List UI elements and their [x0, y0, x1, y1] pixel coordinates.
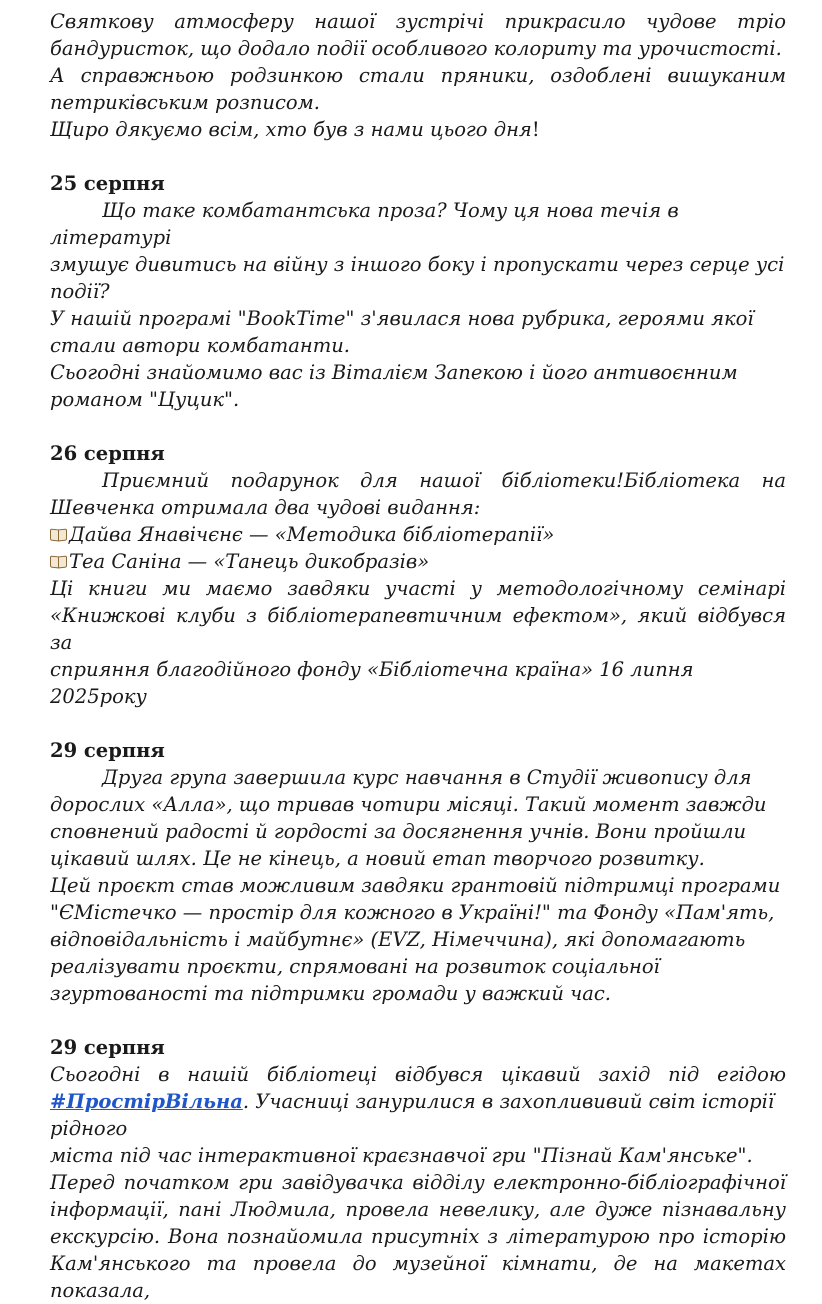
intro-line: [50, 116, 786, 143]
paragraph-line: міста під час інтерактивної краєзнавчої гри "Пізнай Кам'янське".: [50, 1144, 753, 1167]
paragraph-line: Що таке комбатантська проза? Чому ця нова течія в літературі: [50, 199, 679, 249]
section-date: 29 серпня: [50, 1036, 165, 1059]
paragraph-line: відповідальність і майбутнє» (EVZ, Німеччина), які допомагають: [50, 928, 746, 951]
paragraph-line: реалізувати проєкти, спрямовані на розвиток соціальної: [50, 955, 660, 978]
open-book-icon: [50, 556, 67, 568]
paragraph-line: Сьогодні знайомимо вас із Віталієм Запекою і його антивоєнним: [50, 361, 738, 384]
paragraph-line: Перед початком гри завідувачка відділу електронно-бібліографічної: [50, 1171, 786, 1194]
paragraph-line: змушує дивитись на війну з іншого боку і пропускати через серце усі: [50, 253, 785, 276]
paragraph-line: стали автори комбатанти.: [50, 334, 350, 357]
paragraph-line: події?: [50, 280, 110, 303]
book-line: [50, 548, 786, 575]
intro-line: бандуристок, що додало події особливого колориту та урочистості.: [50, 37, 782, 60]
paragraph-line: Шевченка отримала два чудові видання:: [50, 496, 481, 519]
intro-line: Святкову атмосферу нашої зустрічі прикрасило чудове тріо: [50, 10, 786, 33]
section-date: 29 серпня: [50, 739, 165, 762]
paragraph-line: цікавий шлях. Це не кінець, а новий етап творчого розвитку.: [50, 847, 705, 870]
book-title: Дайва Янавічєнє — «Методика бібліотерапії»: [69, 523, 555, 546]
paragraph-line: Сьогодні в нашій бібліотеці відбувся цікавий захід під егідою: [50, 1063, 786, 1086]
paragraph-line: "ЄМістечко — простір для кожного в Україні!" та Фонду «Пам'ять,: [50, 901, 775, 924]
paragraph-line: Приємний подарунок для нашої бібліотеки!Бібліотека на: [102, 469, 786, 492]
paragraph-line: згуртованості та підтримки громади у важкий час.: [50, 982, 611, 1005]
paragraph-line: екскурсію. Вона познайомила присутніх з літературою про історію: [50, 1225, 786, 1248]
paragraph-line: інформації, пані Людмила, провела невелику, але дуже пізнавальну: [50, 1198, 786, 1221]
paragraph-line: Кам'янського та провела до музейної кімнати, де на макетах показала,: [50, 1252, 786, 1302]
intro-line: петриківським розписом.: [50, 91, 320, 114]
intro-exclamation: !: [531, 118, 540, 141]
paragraph-line: сповнений радості й гордості за досягнення учнів. Вони пройшли: [50, 820, 747, 843]
open-book-icon: [50, 529, 67, 541]
paragraph-line: сприяння благодійного фонду «Бібліотечна країна» 16 липня 2025року: [50, 658, 694, 708]
paragraph-line: «Книжкові клуби з бібліотерапевтичним ефектом», який відбувся за: [50, 604, 786, 654]
book-title: Теа Саніна — «Танець дикобразів»: [69, 550, 430, 573]
book-line: [50, 521, 786, 548]
section-date: 25 серпня: [50, 172, 165, 195]
hashtag-link[interactable]: #ПростірВільна: [50, 1090, 243, 1113]
paragraph-line: [50, 1088, 786, 1142]
paragraph-line: У нашій програмі "BookTime" з'явилася нова рубрика, героями якої: [50, 307, 754, 330]
paragraph-line: романом "Цуцик".: [50, 388, 240, 411]
paragraph-line: Друга група завершила курс навчання в Студії живопису для: [102, 766, 752, 789]
intro-line: А справжньою родзинкою стали пряники, оздоблені вишуканим: [50, 64, 786, 87]
paragraph-line: дорослих «Алла», що тривав чотири місяці. Такий момент завжди: [50, 793, 767, 816]
paragraph-text: . Учасниці занурилися в захоплививий світ історії рідного: [50, 1090, 775, 1140]
intro-text: Щиро дякуємо всім, хто був з нами цього дня: [50, 118, 532, 141]
paragraph-line: Цей проєкт став можливим завдяки грантовій підтримці програми: [50, 874, 781, 897]
section-date: 26 серпня: [50, 442, 165, 465]
paragraph-line: Ці книги ми маємо завдяки участі у методологічному семінарі: [50, 577, 786, 600]
